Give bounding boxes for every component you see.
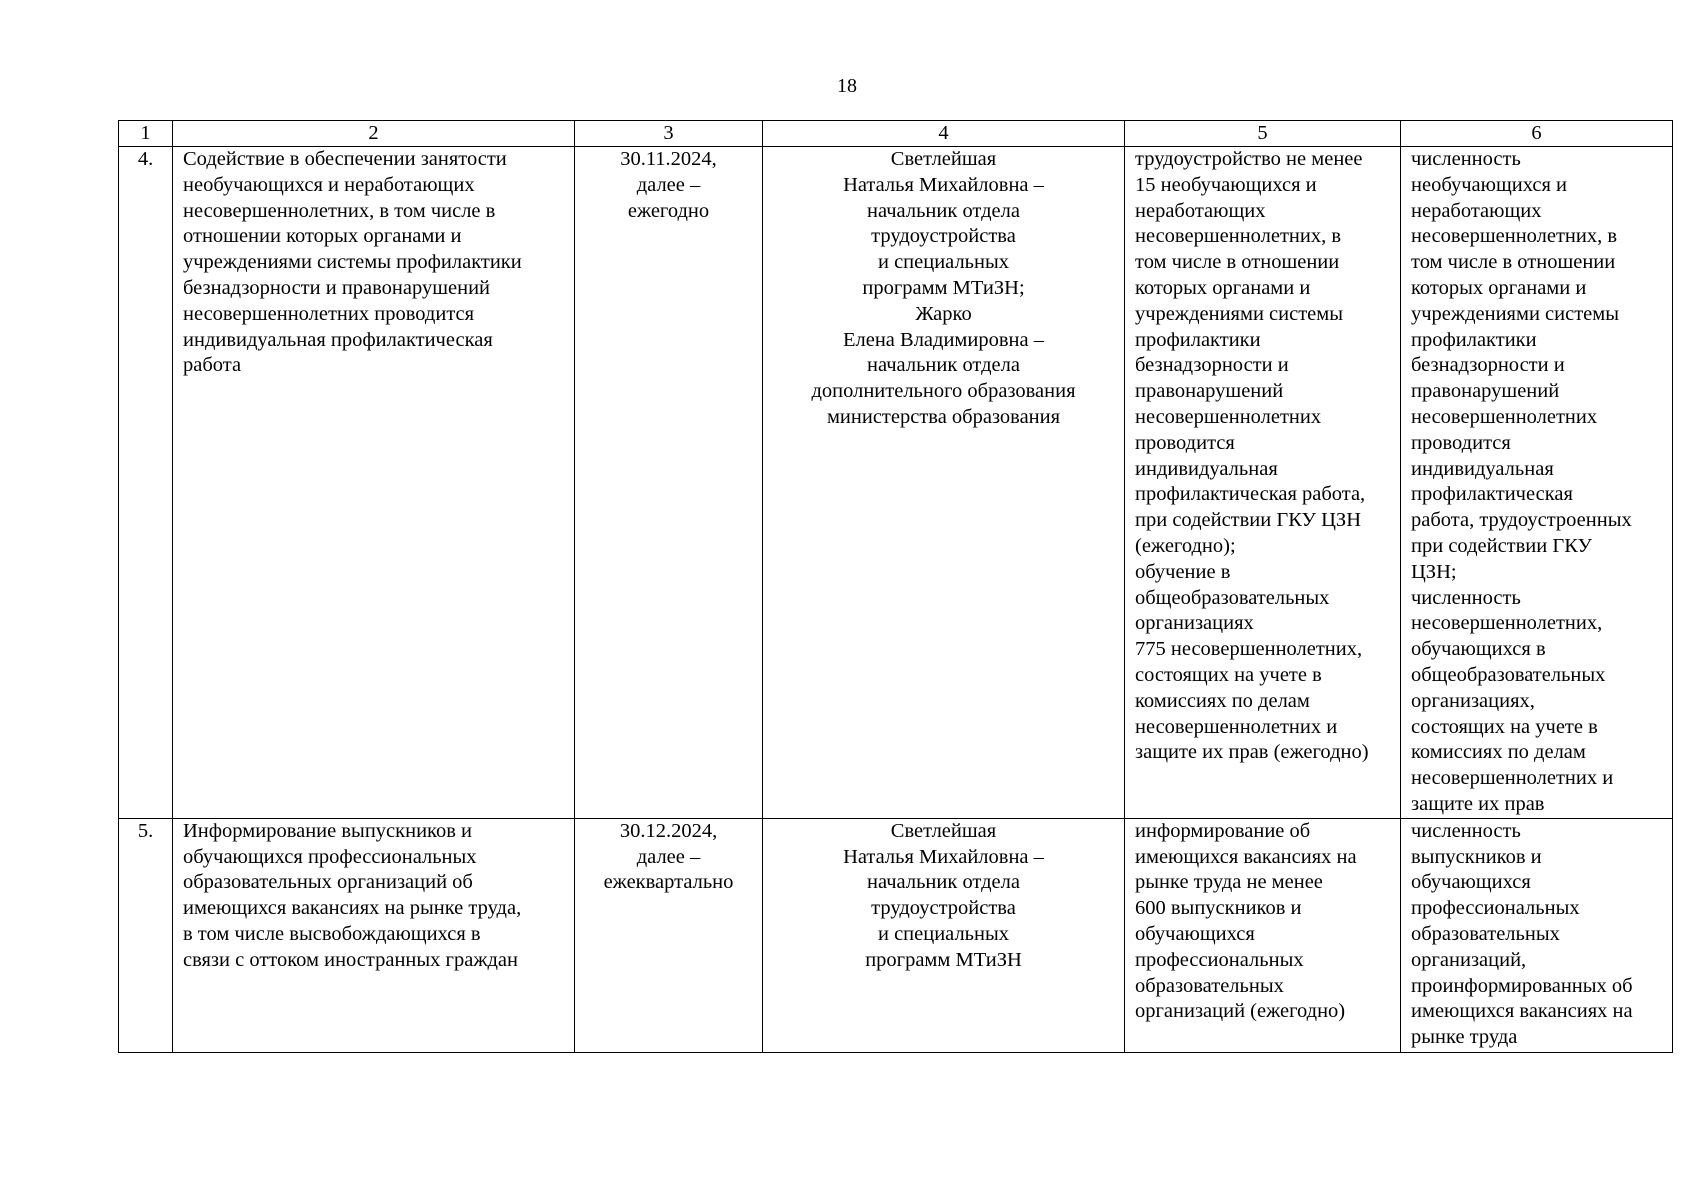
cell-text-line: комиссиях по делам bbox=[1411, 741, 1586, 764]
cell-text-line: обучающихся в bbox=[1411, 638, 1546, 661]
cell-text-line: 775 несовершеннолетних, bbox=[1135, 638, 1363, 661]
cell-text-line: том числе в отношении bbox=[1135, 251, 1340, 274]
table-header-row bbox=[119, 121, 1673, 147]
cell-text-line: Информирование выпускников и bbox=[183, 819, 472, 842]
column-header: 1 bbox=[119, 121, 173, 147]
cell-text-line: несовершеннолетних, в bbox=[1135, 225, 1342, 248]
cell-text-line: начальник отдела bbox=[867, 199, 1020, 222]
cell-text-line: выпускников и bbox=[1411, 845, 1542, 868]
cell-text-line: образовательных bbox=[1411, 922, 1560, 945]
cell-text-line: необучающихся и неработающих bbox=[183, 173, 475, 196]
cell-text-line: и специальных bbox=[877, 251, 1010, 274]
cell-text-line: индивидуальная bbox=[1411, 457, 1554, 480]
cell-text-line: при содействии ГКУ ЦЗН bbox=[1135, 509, 1362, 532]
cell-text-line: несовершеннолетних, в bbox=[1411, 225, 1618, 248]
cell-text-line: образовательных организаций об bbox=[183, 871, 473, 894]
cell-text-line: ЦЗН; bbox=[1411, 560, 1457, 583]
cell-text-line: которых органами и bbox=[1411, 276, 1587, 299]
cell-text-line: учреждениями системы bbox=[1411, 302, 1620, 325]
cell-text-line: организациях bbox=[1135, 612, 1254, 635]
cell-text-line: начальник отдела bbox=[867, 871, 1020, 894]
cell-text-line: Елена Владимировна – bbox=[842, 328, 1045, 351]
cell-text-line: имеющихся вакансиях на bbox=[1135, 845, 1357, 868]
cell-text-line: Содействие в обеспечении занятости bbox=[183, 148, 507, 170]
cell-text-line: обучающихся bbox=[1411, 871, 1531, 894]
cell-text-line: профилактическая работа, bbox=[1135, 483, 1366, 506]
cell-text-line: безнадзорности и bbox=[1135, 354, 1289, 377]
responsible-cell bbox=[763, 818, 1125, 1052]
cell-text-line: начальник отдела bbox=[867, 354, 1020, 377]
cell-text-line: Жарко bbox=[915, 302, 972, 325]
cell-text-line: 15 необучающихся и bbox=[1135, 173, 1317, 196]
cell-text-line: неработающих bbox=[1411, 199, 1542, 222]
cell-text-line: образовательных bbox=[1135, 974, 1284, 997]
cell-text-line: 30.11.2024, bbox=[620, 148, 717, 170]
responsible-cell bbox=[763, 147, 1125, 819]
activity-cell bbox=[173, 147, 575, 819]
cell-text-line: Наталья Михайловна – bbox=[843, 173, 1044, 196]
column-header: 3 bbox=[575, 121, 763, 147]
cell-text-line: учреждениями системы профилактики bbox=[183, 251, 522, 274]
table-row bbox=[119, 818, 1673, 1052]
cell-text-line: состоящих на учете в bbox=[1135, 663, 1322, 686]
cell-text-line: далее – bbox=[636, 845, 701, 868]
cell-text-line: обучающихся профессиональных bbox=[183, 845, 477, 868]
cell-text-line: (ежегодно); bbox=[1135, 534, 1236, 557]
cell-text-line: несовершеннолетних bbox=[1411, 405, 1598, 428]
cell-text-line: имеющихся вакансиях на рынке труда, bbox=[183, 897, 522, 920]
cell-text-line: том числе в отношении bbox=[1411, 251, 1616, 274]
cell-text-line: организациях, bbox=[1411, 689, 1535, 712]
cell-text-line: Светлейшая bbox=[890, 819, 997, 842]
cell-text-line: информирование об bbox=[1135, 819, 1311, 842]
cell-text-line: связи с оттоком иностранных граждан bbox=[183, 948, 518, 971]
cell-text-line: учреждениями системы bbox=[1135, 302, 1344, 325]
cell-text-line: профилактики bbox=[1411, 328, 1537, 351]
cell-text-line: при содействии ГКУ bbox=[1411, 534, 1593, 557]
cell-text-line: правонарушений bbox=[1411, 380, 1560, 403]
deadline-cell bbox=[575, 818, 763, 1052]
row-number: 4. bbox=[119, 147, 173, 819]
cell-text-line: трудоустройства bbox=[871, 225, 1016, 248]
cell-text-line: несовершеннолетних, bbox=[1411, 612, 1603, 635]
cell-text-line: рынке труда не менее bbox=[1135, 871, 1323, 894]
cell-text-line: общеобразовательных bbox=[1411, 663, 1606, 686]
cell-text-line: организаций, bbox=[1411, 948, 1527, 971]
cell-text-line: несовершеннолетних проводится bbox=[183, 302, 475, 325]
cell-text-line: несовершеннолетних и bbox=[1135, 715, 1338, 738]
result-cell bbox=[1125, 818, 1401, 1052]
deadline-cell bbox=[575, 147, 763, 819]
cell-text-line: рынке труда bbox=[1411, 1026, 1518, 1049]
cell-text-line: индивидуальная bbox=[1135, 457, 1278, 480]
cell-text-line: которых органами и bbox=[1135, 276, 1311, 299]
cell-text-line: профессиональных bbox=[1135, 948, 1304, 971]
cell-text-line: имеющихся вакансиях на bbox=[1411, 1000, 1633, 1023]
activity-cell bbox=[173, 818, 575, 1052]
table-row bbox=[119, 147, 1673, 819]
cell-text-line: Светлейшая bbox=[890, 148, 997, 170]
cell-text-line: несовершеннолетних и bbox=[1411, 767, 1614, 790]
cell-text-line: Наталья Михайловна – bbox=[843, 845, 1044, 868]
cell-text-line: далее – bbox=[636, 173, 701, 196]
cell-text-line: профессиональных bbox=[1411, 897, 1580, 920]
cell-text-line: проводится bbox=[1411, 431, 1511, 454]
row-number: 5. bbox=[119, 818, 173, 1052]
cell-text-line: работа bbox=[183, 354, 242, 377]
cell-text-line: работа, трудоустроенных bbox=[1411, 509, 1632, 532]
indicator-cell bbox=[1401, 818, 1673, 1052]
cell-text-line: защите их прав (ежегодно) bbox=[1135, 741, 1369, 764]
plan-table bbox=[118, 120, 1673, 1053]
cell-text-line: программ МТиЗН bbox=[865, 948, 1022, 971]
cell-text-line: численность bbox=[1411, 819, 1521, 842]
column-header: 4 bbox=[763, 121, 1125, 147]
page-number: 18 bbox=[837, 75, 857, 97]
cell-text-line: правонарушений bbox=[1135, 380, 1284, 403]
cell-text-line: программ МТиЗН; bbox=[862, 276, 1025, 299]
cell-text-line: организаций (ежегодно) bbox=[1135, 1000, 1346, 1023]
result-cell bbox=[1125, 147, 1401, 819]
cell-text-line: общеобразовательных bbox=[1135, 586, 1330, 609]
cell-text-line: численность bbox=[1411, 586, 1521, 609]
cell-text-line: ежеквартально bbox=[603, 871, 734, 894]
cell-text-line: безнадзорности и правонарушений bbox=[183, 276, 491, 299]
cell-text-line: министерства образования bbox=[826, 405, 1061, 428]
cell-text-line: и специальных bbox=[877, 922, 1010, 945]
cell-text-line: обучающихся bbox=[1135, 922, 1255, 945]
cell-text-line: дополнительного образования bbox=[811, 380, 1076, 403]
cell-text-line: отношении которых органами и bbox=[183, 225, 462, 248]
cell-text-line: 600 выпускников и bbox=[1135, 897, 1302, 920]
cell-text-line: ежегодно bbox=[627, 199, 710, 222]
cell-text-line: трудоустройства bbox=[871, 897, 1016, 920]
cell-text-line: трудоустройство не менее bbox=[1135, 148, 1363, 170]
cell-text-line: проинформированных об bbox=[1411, 974, 1633, 997]
cell-text-line: профилактики bbox=[1135, 328, 1261, 351]
cell-text-line: профилактическая bbox=[1411, 483, 1573, 506]
cell-text-line: несовершеннолетних bbox=[1135, 405, 1322, 428]
column-header: 5 bbox=[1125, 121, 1401, 147]
cell-text-line: численность bbox=[1411, 148, 1521, 170]
cell-text-line: обучение в bbox=[1135, 560, 1231, 583]
cell-text-line: комиссиях по делам bbox=[1135, 689, 1310, 712]
cell-text-line: безнадзорности и bbox=[1411, 354, 1565, 377]
cell-text-line: в том числе высвобождающихся в bbox=[183, 922, 481, 945]
cell-text-line: проводится bbox=[1135, 431, 1235, 454]
column-header: 6 bbox=[1401, 121, 1673, 147]
cell-text-line: защите их прав bbox=[1411, 792, 1545, 815]
cell-text-line: 30.12.2024, bbox=[619, 819, 718, 842]
column-header: 2 bbox=[173, 121, 575, 147]
indicator-cell bbox=[1401, 147, 1673, 819]
cell-text-line: необучающихся и bbox=[1411, 173, 1567, 196]
cell-text-line: индивидуальная профилактическая bbox=[183, 328, 493, 351]
cell-text-line: неработающих bbox=[1135, 199, 1266, 222]
cell-text-line: состоящих на учете в bbox=[1411, 715, 1598, 738]
cell-text-line: несовершеннолетних, в том числе в bbox=[183, 199, 496, 222]
